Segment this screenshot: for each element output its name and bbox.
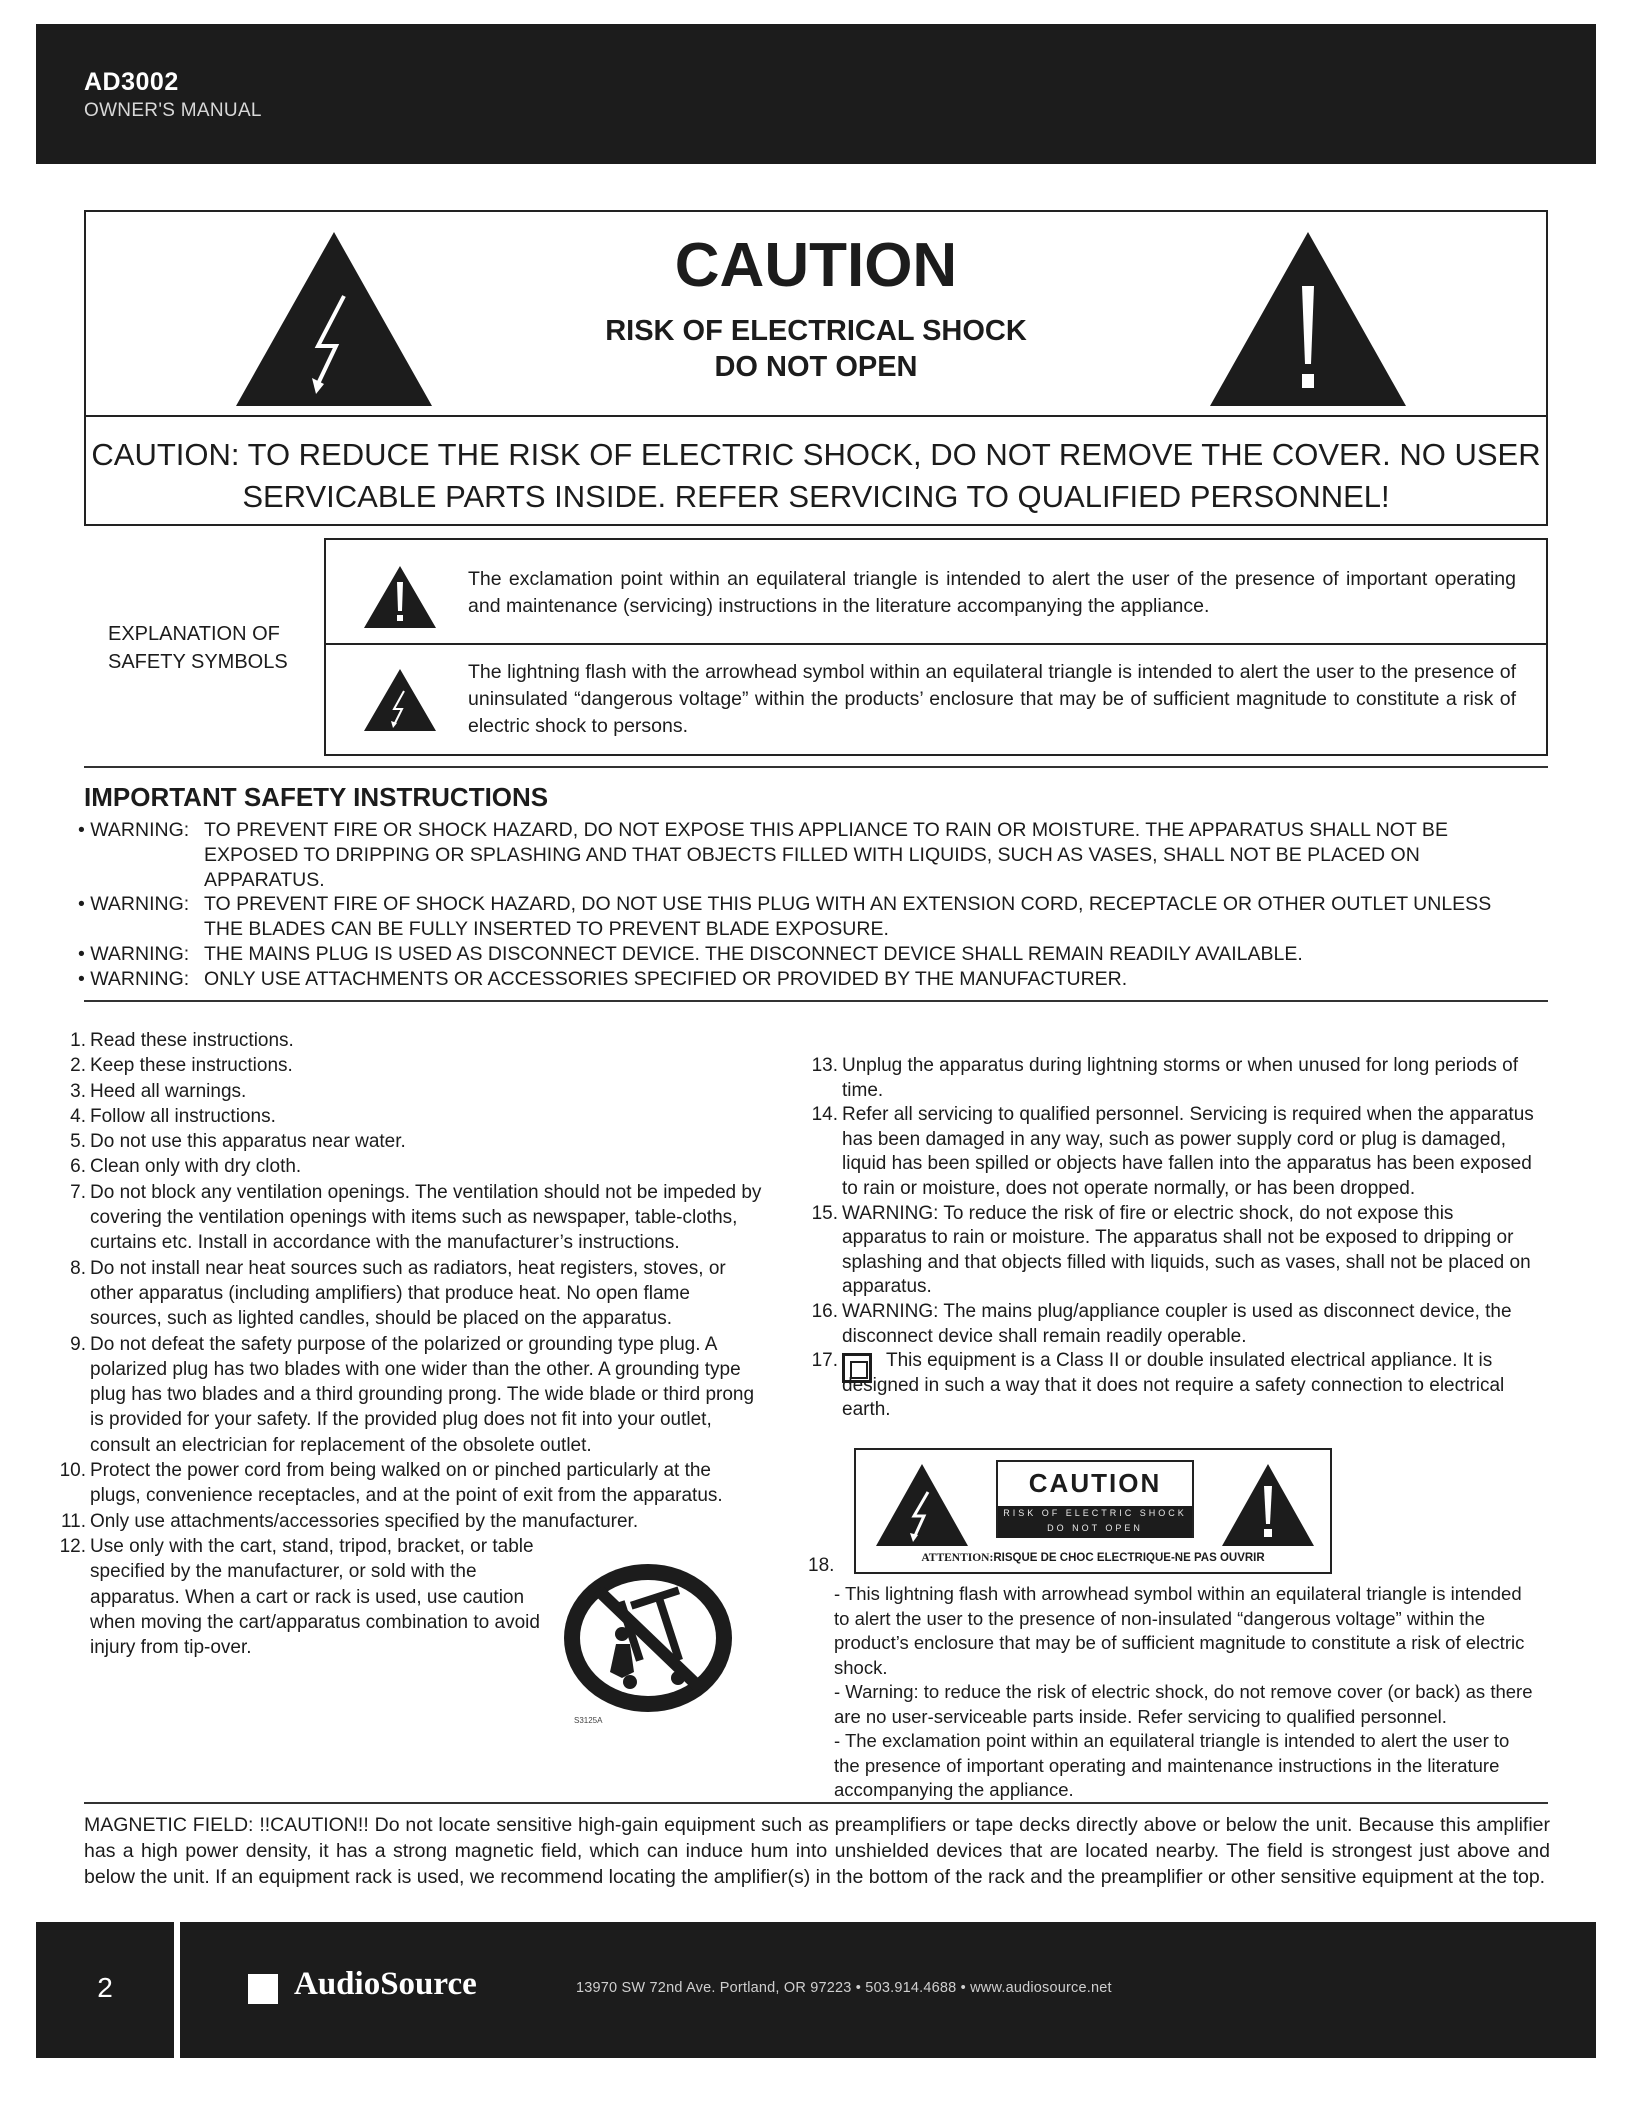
header-bar xyxy=(36,24,1596,164)
caution-warning-text: CAUTION: TO REDUCE THE RISK OF ELECTRIC SHOCK, DO NOT REMOVE THE COVER. NO USER SERVICABLE PARTS INSIDE. REFER SERVICING TO QUALIFIED PERSONNEL! xyxy=(91,437,1541,514)
item-18-number: 18. xyxy=(808,1555,835,1576)
cart-tip-over-warning-icon xyxy=(560,1560,736,1716)
caution-label-band: RISK OF ELECTRIC SHOCK DO NOT OPEN xyxy=(998,1506,1192,1538)
list-item: 12. Use only with the cart, stand, tripod, bracket, or table specified by the manufacturer, or sold with the apparatus. When a cart or rack is used, use caution when moving the cart/apparatus combination to avoid injury from tip-over. xyxy=(59,1535,540,1659)
list-item: 5. Do not use this apparatus near water. xyxy=(70,1131,406,1153)
manual-subtitle: OWNER'S MANUAL xyxy=(84,100,262,121)
warning-item: • WARNING: TO PREVENT FIRE OR SHOCK HAZARD, DO NOT EXPOSE THIS APPLIANCE TO RAIN OR MOISTURE. THE APPARATUS SHALL NOT BE EXPOSED TO DRIPPING OR SPLASHING AND THAT OBJECTS FILLED WITH LIQUIDS, SUCH AS VASES, SHALL NOT BE PLACED ON APPARATUS. xyxy=(78,819,1448,891)
exclamation-triangle-icon xyxy=(1206,228,1410,410)
caution-label-box xyxy=(854,1448,1332,1574)
exclamation-explanation-row xyxy=(326,540,1546,645)
divider-line xyxy=(84,1000,1548,1002)
model-name: AD3002 xyxy=(84,68,179,96)
exclamation-triangle-icon xyxy=(362,564,438,630)
class-ii-double-insulation-icon xyxy=(842,1353,872,1383)
lightning-explanation-row xyxy=(326,645,1546,756)
company-address: 13970 SW 72nd Ave. Portland, OR 97223 • 503.914.4688 • www.audiosource.net xyxy=(576,1980,1112,1996)
list-item: 7. Do not block any ventilation openings. The ventilation should not be impeded by covering the ventilation openings with items such as newspaper, table-cloths, curtains etc. Install in accordance with the manufacturer’s instructions. xyxy=(70,1181,762,1254)
list-item: 1. Read these instructions. xyxy=(70,1030,294,1051)
item-18-text: - This lightning flash with arrowhead symbol within an equilateral triangle is intended to alert the user to the presence of non-insulated “dangerous voltage” within the product’s enclosure that may be of sufficient magnitude to constitute a risk of electric shock. - Warning: to reduce the risk of electric shock, do not remove cover (or back) as there are no user-serviceable parts inside. Refer servicing to qualified personnel. - The exclamation point within an equilateral triangle is intended to alert the user to the presence of important operating and maintenance instructions in the literature accompanying the appliance. xyxy=(834,1583,1533,1800)
footer-bar xyxy=(180,1922,1596,2058)
divider-line xyxy=(84,766,1548,768)
warning-item: • WARNING: ONLY USE ATTACHMENTS OR ACCESSORIES SPECIFIED OR PROVIDED BY THE MANUFACTURER. xyxy=(78,968,1128,990)
list-item: 8. Do not install near heat sources such as radiators, heat registers, stoves, or other apparatus (including amplifiers) that produce heat. No open flame sources, such as lighted candles, should be placed on the apparatus. xyxy=(70,1257,726,1330)
lightning-explanation-text: The lightning flash with the arrowhead symbol within an equilateral triangle is intended to alert the user to the presence of uninsulated “dangerous voltage” within the products’ enclosure that may be of sufficient magnitude to constitute a risk of electric shock to persons. xyxy=(468,661,1516,737)
list-item: 9. Do not defeat the safety purpose of the polarized or grounding type plug. A polarized plug has two blades with one wider than the other. A grounding type plug has two blades and a third grounding prong. The wide blade or third prong is provided for your safety. If the provided plug does not fit into your outlet, consult an electrician for replacement of the obsolete outlet. xyxy=(70,1333,755,1456)
caution-label-title: CAUTION xyxy=(1028,1468,1162,1498)
list-item: 11. Only use attachments/accessories specified by the manufacturer. xyxy=(60,1510,639,1532)
caution-label-inner xyxy=(996,1460,1194,1538)
caution-box xyxy=(84,210,1548,526)
magnetic-field-caution: MAGNETIC FIELD: !!CAUTION!! Do not locate sensitive high-gain equipment such as preamplifiers or tape decks directly above or below the unit. Because this amplifier has a high power density, it has a strong magnetic field, which can induce hum into unshielded devices that are located nearby. The field is strongest just above and below the unit. If an equipment rack is used, we recommend locating the amplifier(s) in the bottom of the rack and the preamplifier or other sensitive equipment at the top. xyxy=(84,1814,1550,1888)
list-item: 17. This equipment is a Class II or double insulated electrical appliance. It is designed in such a way that it does not require a safety connection to electrical earth. xyxy=(811,1350,1505,1421)
list-item: 6. Clean only with dry cloth. xyxy=(70,1156,302,1178)
caution-subtitle-1: RISK OF ELECTRICAL SHOCK xyxy=(605,315,1027,347)
list-item: 16. WARNING: The mains plug/appliance coupler is used as disconnect device, the disconnect device shall remain readily operable. xyxy=(811,1300,1512,1347)
list-item: 2. Keep these instructions. xyxy=(70,1055,293,1077)
lightning-triangle-icon xyxy=(874,1462,970,1548)
footer-page-block xyxy=(36,1922,174,2058)
caution-title: CAUTION xyxy=(674,231,958,300)
lightning-triangle-icon xyxy=(362,667,438,733)
list-item: 14. Refer all servicing to qualified personnel. Servicing is required when the apparatus has been damaged in any way, such as power supply cord or plug is damaged, liquid has been spilled or objects have fallen into the apparatus has been exposed to rain or moisture, does not operate normally, or has been dropped. xyxy=(811,1104,1534,1199)
list-item: 3. Heed all warnings. xyxy=(70,1080,247,1102)
caution-top-panel xyxy=(86,212,1546,417)
cart-icon-code: S3125A xyxy=(574,1716,603,1725)
safety-symbols-label: EXPLANATION OF SAFETY SYMBOLS xyxy=(108,623,288,673)
exclamation-explanation-text: The exclamation point within an equilateral triangle is intended to alert the user of the presence of important operating and maintenance (servicing) instructions in the literature accompanying the appliance. xyxy=(468,568,1516,617)
exclamation-triangle-icon xyxy=(1220,1462,1316,1548)
instructions-list-right xyxy=(802,1054,1542,1423)
attention-french-text: ATTENTION:RISQUE DE CHOC ELECTRIQUE-NE PAS OUVRIR xyxy=(921,1552,1265,1564)
page-number: 2 xyxy=(97,1972,113,2003)
brand-name: AudioSource xyxy=(294,1966,477,2002)
list-item: 10. Protect the power cord from being walked on or pinched particularly at the plugs, convenience receptacles, and at the point of exit from the apparatus. xyxy=(59,1460,723,1507)
brand-logo-icon xyxy=(248,1974,278,2004)
list-item: 13. Unplug the apparatus during lightning storms or when unused for long periods of time. xyxy=(811,1055,1518,1101)
divider-line xyxy=(84,1802,1548,1804)
caution-subtitle-2: DO NOT OPEN xyxy=(714,351,918,383)
safety-symbols-box xyxy=(324,538,1548,756)
warning-item: • WARNING: THE MAINS PLUG IS USED AS DISCONNECT DEVICE. THE DISCONNECT DEVICE SHALL REMAIN READILY AVAILABLE. xyxy=(78,943,1303,965)
list-item: 4. Follow all instructions. xyxy=(70,1105,276,1127)
warning-item: • WARNING: TO PREVENT FIRE OF SHOCK HAZARD, DO NOT USE THIS PLUG WITH AN EXTENSION CORD, RECEPTACLE OR OTHER OUTLET UNLESS THE BLADES CAN BE FULLY INSERTED TO PREVENT BLADE EXPOSURE. xyxy=(78,893,1492,940)
list-item: 15. WARNING: To reduce the risk of fire or electric shock, do not expose this apparatus to rain or moisture. The apparatus shall not be exposed to dripping or splashing and that objects filled with liquids, such as vases, shall not be placed on apparatus. xyxy=(811,1202,1531,1298)
important-safety-title: IMPORTANT SAFETY INSTRUCTIONS xyxy=(84,782,549,812)
